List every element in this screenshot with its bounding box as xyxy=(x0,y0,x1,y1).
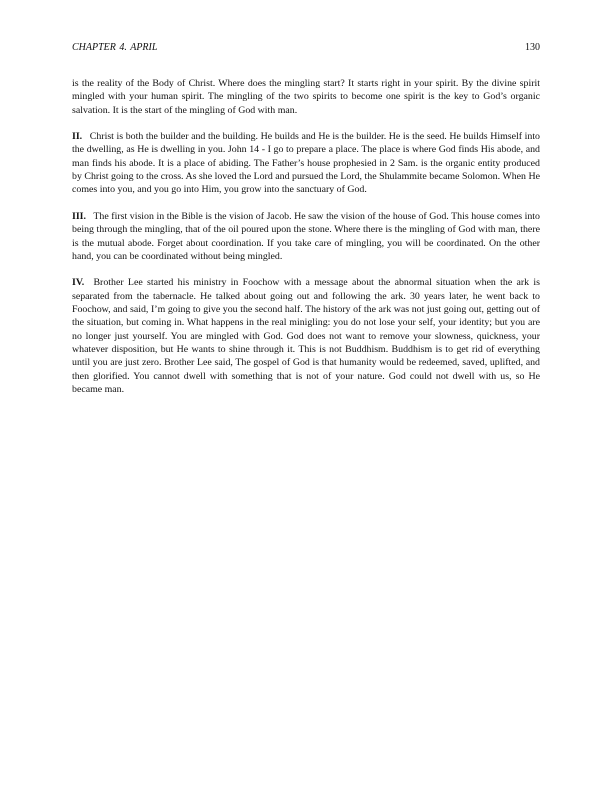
paragraph-continuation xyxy=(72,77,540,117)
paragraph-text: is the reality of the Body of Christ. Where does the mingling start? It starts right in your spirit. By the divine spirit mingled with your human spirit. The mingling of the two spirits to become one spirit is the key to God’s organic salvation. It is the start of the mingling of God with man. xyxy=(72,78,540,116)
page-body xyxy=(72,77,540,409)
running-header xyxy=(72,42,540,56)
page-number: 130 xyxy=(525,42,540,53)
paragraph-number: III. xyxy=(72,210,86,222)
paragraph-number: IV. xyxy=(72,277,85,289)
paragraph-text: Brother Lee started his ministry in Foochow with a message about the abnormal situation when the ark is separated from the tabernacle. He talked about going out and following the ark. 30 years later, he went back to Foochow, and said, I’m going to give you the second half. The history of the ark was not just going out, getting out of the situation, but coming in. What happens in the real minigling: you do not lose your self, your identity; but you are no longer just yourself. You are mingled with God. God does not want to remove your slowness, quickness, your whatever disposition, but He wants to shine through it. This is not Buddhism. Buddhism is to get rid of everything until you are just zero. Brother Lee said, The gospel of God is that humanity would be redeemed, saved, uplifted, and then glorified. You cannot dwell with something that is not of your nature. God could not dwell with us, so He became man. xyxy=(72,277,541,395)
paragraph-number: II. xyxy=(72,131,83,143)
paragraph-ii xyxy=(72,130,540,196)
running-title: CHAPTER 4. APRIL xyxy=(72,42,158,53)
paragraph-text: Christ is both the builder and the building. He builds and He is the builder. He is the seed. He builds Himself into the dwelling, as He is dwelling in you. John 14 - I go to prepare a place. The place is where God finds His abode, and man finds his abode. It is a place of abiding. The Father’s house prophesied in 2 Sam. is the organic entity produced by Christ going to the cross. As she loved the Lord and pursued the Lord, the Shulammite became Solomon. When He comes into you, and you go into Him, you grow into the sanctuary of God. xyxy=(72,131,540,196)
paragraph-text: The first vision in the Bible is the vision of Jacob. He saw the vision of the house of God. This house comes into being through the mingling, that of the oil poured upon the stone. Where there is the mingling of God with man, there is the mutual abode. Forget about coordination. If you take care of mingling, you will be coordinated. On the other hand, you can be coordinated without being mingled. xyxy=(72,210,540,262)
paragraph-iii xyxy=(72,210,540,263)
paragraph-iv xyxy=(72,276,540,396)
